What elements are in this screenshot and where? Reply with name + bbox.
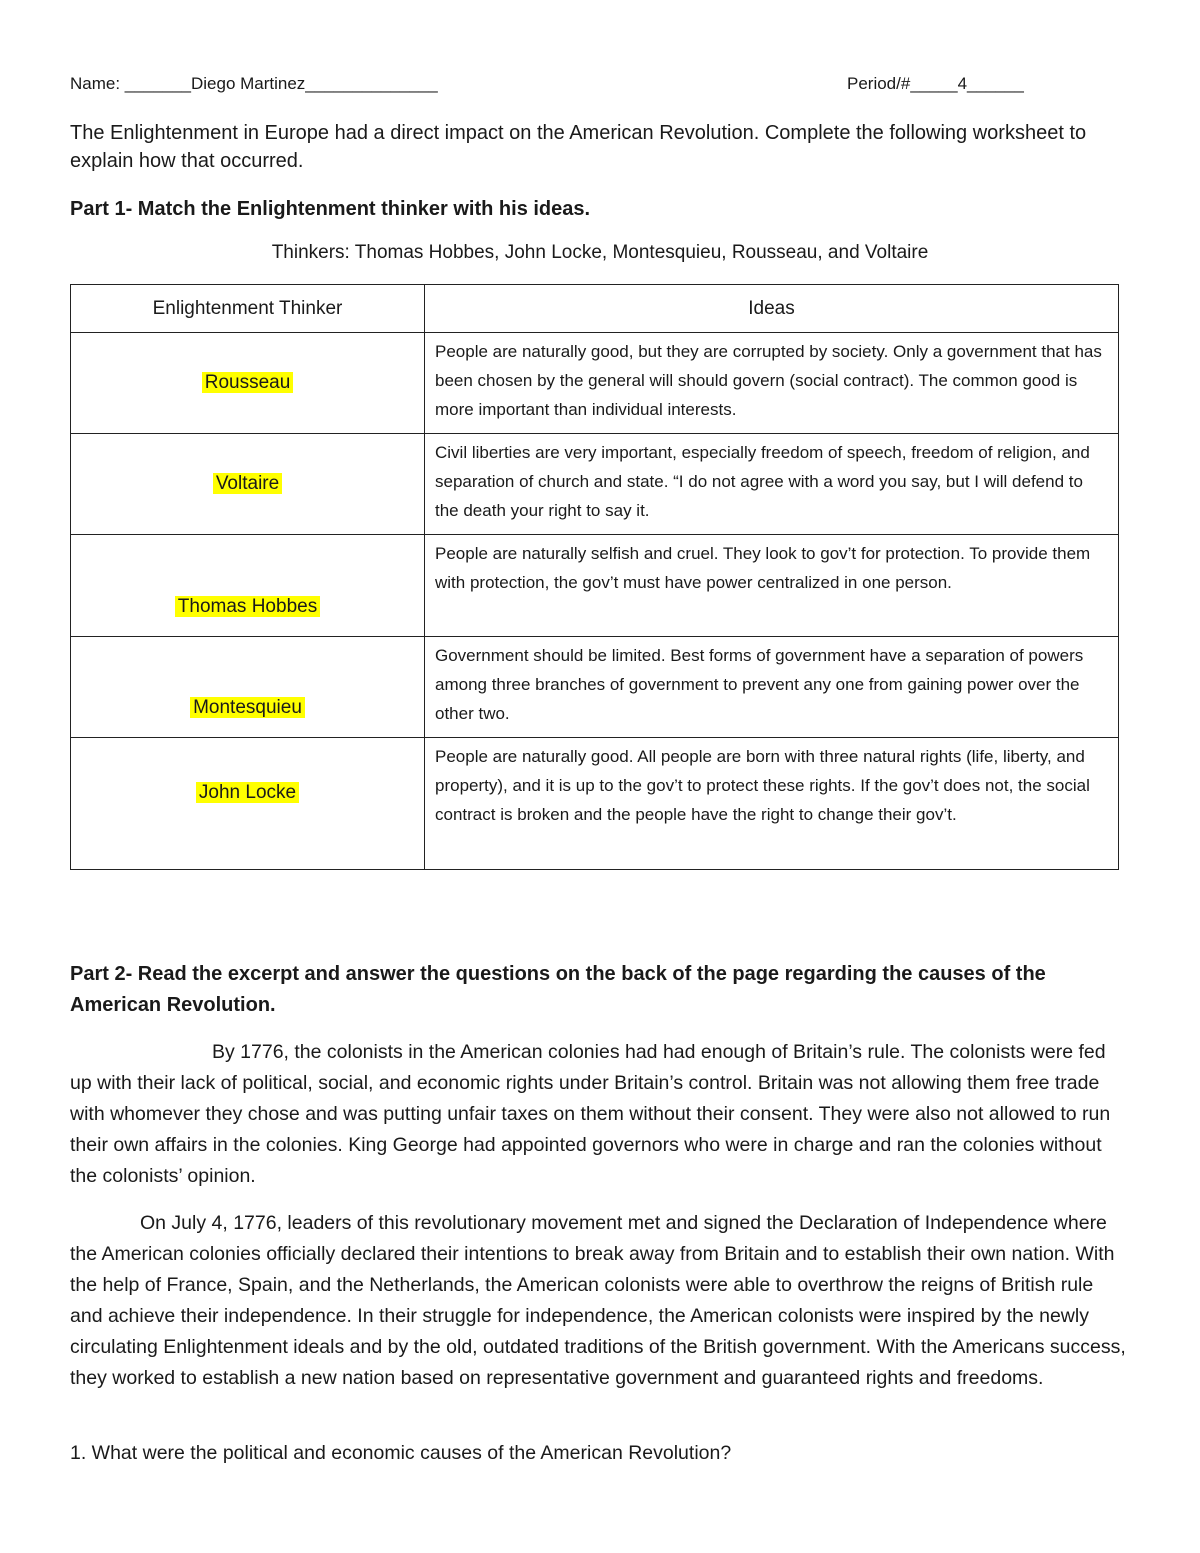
- thinkers-list: Thinkers: Thomas Hobbes, John Locke, Montesquieu, Rousseau, and Voltaire: [271, 242, 929, 263]
- thinker-answer: Voltaire: [213, 473, 282, 494]
- column-header-thinker: Enlightenment Thinker: [71, 285, 425, 333]
- idea-cell: People are naturally selfish and cruel. They look to gov’t for protection. To provide them with protection, the gov’t must have power centralized in one person.: [425, 535, 1119, 637]
- thinker-answer: Montesquieu: [190, 697, 305, 718]
- part2-heading: Part 2- Read the excerpt and answer the questions on the back of the page regarding the causes of the American Revolution.: [70, 963, 1046, 1016]
- idea-cell: Civil liberties are very important, especially freedom of speech, freedom of religion, and separation of church and state. “I do not agree with a word you say, but I will defend to the death your right to say it.: [425, 434, 1119, 535]
- table-row: [71, 738, 1119, 870]
- question-1: 1. What were the political and economic causes of the American Revolution?: [70, 1442, 732, 1464]
- thinker-cell: [71, 434, 425, 535]
- table-row: [71, 333, 1119, 434]
- intro-text: The Enlightenment in Europe had a direct impact on the American Revolution. Complete the following worksheet to explain how that occurred.: [70, 122, 1087, 172]
- column-header-ideas: Ideas: [425, 285, 1119, 333]
- idea-cell: People are naturally good. All people are born with three natural rights (life, liberty, and property), and it is up to the gov’t to protect these rights. If the gov’t does not, the social contract is broken and the people have the right to change their gov’t.: [425, 738, 1119, 870]
- thinker-answer: Thomas Hobbes: [175, 596, 320, 617]
- student-name-line: Name: _______Diego Martinez______________: [70, 74, 438, 93]
- idea-cell: Government should be limited. Best forms of government have a separation of powers among three branches of government to prevent any one from gaining power over the other two.: [425, 637, 1119, 738]
- thinker-cell: [71, 738, 425, 870]
- thinker-cell: [71, 333, 425, 434]
- excerpt-paragraph-1: By 1776, the colonists in the American colonies had had enough of Britain’s rule. The colonists were fed up with their lack of political, social, and economic rights under Britain’s control. Britain was not allowing them free trade with whomever they chose and was putting unfair taxes on them without their consent. They were also not allowed to run their own affairs in the colonies. King George had appointed governors who were in charge and ran the colonies without the colonists’ opinion.: [70, 1041, 1111, 1187]
- idea-cell: People are naturally good, but they are corrupted by society. Only a government that has been chosen by the general will should govern (social contract). The common good is more important than individual interests.: [425, 333, 1119, 434]
- thinkers-table: [70, 284, 1119, 870]
- table-header-row: [71, 285, 1119, 333]
- excerpt-paragraph-2: On July 4, 1776, leaders of this revolutionary movement met and signed the Declaration of Independence where the American colonies officially declared their intentions to break away from Britain and to establish their own nation. With the help of France, Spain, and the Netherlands, the American colonists were able to overthrow the reigns of British rule and achieve their independence. In their struggle for independence, the American colonists were inspired by the newly circulating Enlightenment ideals and by the old, outdated traditions of the British government. With the Americans success, they worked to establish a new nation based on representative government and guaranteed rights and freedoms.: [70, 1212, 1126, 1389]
- thinker-answer: Rousseau: [202, 372, 294, 393]
- period-line: Period/#_____4______: [847, 74, 1024, 93]
- table-row: [71, 434, 1119, 535]
- thinker-cell: [71, 637, 425, 738]
- thinker-answer: John Locke: [196, 782, 299, 803]
- table-row: [71, 535, 1119, 637]
- thinker-cell: [71, 535, 425, 637]
- table-row: [71, 637, 1119, 738]
- part1-heading: Part 1- Match the Enlightenment thinker with his ideas.: [70, 198, 591, 220]
